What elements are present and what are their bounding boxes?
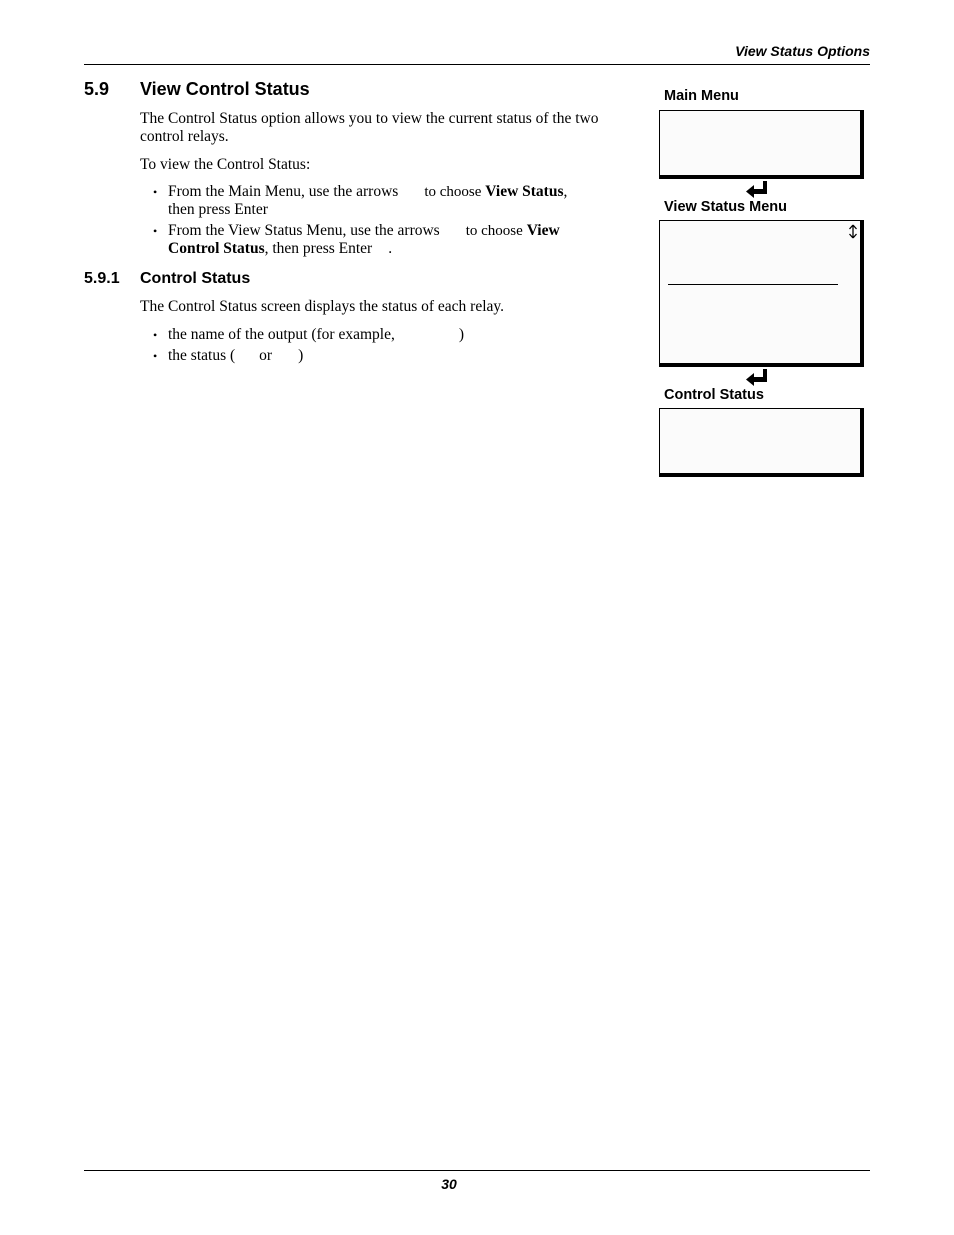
up-down-arrow-icon bbox=[848, 224, 858, 239]
step-line bbox=[168, 201, 646, 219]
header-rule bbox=[84, 64, 870, 65]
view-status-menu-label: View Status Menu bbox=[664, 199, 788, 215]
step-line bbox=[168, 222, 646, 240]
list-item-text: ) bbox=[458, 326, 464, 343]
bullet-dot: • bbox=[153, 224, 158, 238]
list-item-text: the status ( bbox=[168, 347, 236, 364]
subsection-title: Control Status bbox=[140, 270, 251, 287]
subsection-number: 5.9.1 bbox=[84, 270, 120, 287]
main-menu-screen bbox=[659, 110, 864, 179]
menu-divider bbox=[668, 284, 838, 285]
step-text: . bbox=[388, 240, 393, 257]
enter-arrow-icon bbox=[745, 368, 769, 388]
step-text: From the Main Menu, use the arrows bbox=[168, 183, 399, 200]
view-status-menu-screen bbox=[659, 220, 864, 367]
step-item bbox=[153, 222, 645, 262]
step-text: , bbox=[563, 183, 568, 200]
control-status-screen bbox=[659, 408, 864, 477]
step-line bbox=[168, 240, 646, 258]
list-item bbox=[153, 347, 645, 367]
step-text: to choose bbox=[424, 184, 482, 200]
step-bold-text: View bbox=[526, 222, 560, 239]
step-item bbox=[153, 183, 645, 223]
step-bold-text: Control Status bbox=[168, 240, 265, 257]
subsection-paragraph: The Control Status screen displays the status of each relay. bbox=[140, 298, 505, 315]
control-status-label: Control Status bbox=[664, 387, 764, 403]
page-number: 30 bbox=[441, 1176, 457, 1192]
intro-lead: To view the Control Status: bbox=[140, 156, 311, 173]
section-title: View Control Status bbox=[140, 79, 310, 99]
step-text: , then press Enter bbox=[264, 240, 373, 257]
section-number: 5.9 bbox=[84, 79, 110, 99]
list-item-text: or bbox=[259, 347, 273, 364]
running-header: View Status Options bbox=[735, 43, 870, 59]
main-menu-label: Main Menu bbox=[664, 88, 739, 104]
list-item-text: the name of the output (for example, bbox=[168, 326, 395, 343]
list-item-text: ) bbox=[298, 347, 304, 364]
step-bold-text: View Status bbox=[485, 183, 564, 200]
list-item bbox=[153, 326, 645, 346]
step-text: From the View Status Menu, use the arrows bbox=[168, 222, 440, 239]
footer-rule bbox=[84, 1170, 870, 1171]
bullet-dot: • bbox=[153, 349, 158, 363]
step-text: then press Enter bbox=[168, 201, 268, 218]
intro-paragraph: The Control Status option allows you to view the current status of the two control relays. bbox=[140, 110, 599, 145]
step-text: to choose bbox=[465, 223, 523, 239]
bullet-dot: • bbox=[153, 185, 158, 199]
enter-arrow-icon bbox=[745, 180, 769, 200]
bullet-dot: • bbox=[153, 328, 158, 342]
step-line bbox=[168, 183, 646, 201]
